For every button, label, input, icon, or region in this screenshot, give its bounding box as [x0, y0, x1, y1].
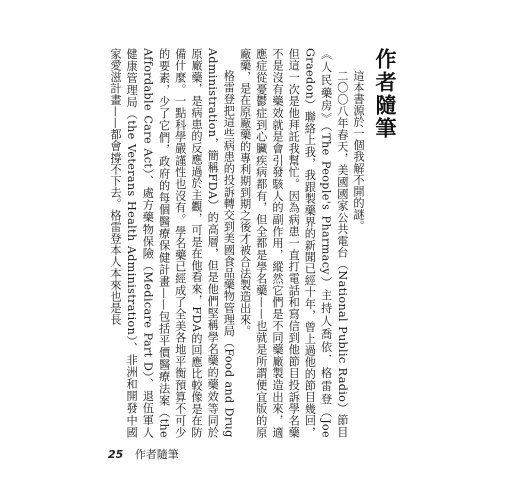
paragraph: 二〇〇八年春天，美國國家公共電台（National Public Radio）節目《人民藥房》（The People's Pharmacy）主持人喬依．格雷登（Joe Graedon）聯絡上我，我跟製藥界的新聞已經十年，曾上過他的節目幾回，但這一次是他拜託我幫忙。因為病患一直打電話和寫信到他節目投訴學名藥不是沒有藥效就是會引發駭人的副作用，縱然它們是不同藥廠製造出來，適應症從憂鬱症到心臟疾病都有，但全都是學名藥——也就是所謂便宜版的原廠藥，是在原廠藥的專利期到期之後才被合法製造出來。 — [238, 48, 349, 438]
paragraph: 格雷登把這些病患的投訴轉交到美國食品藥物管理局（Food and Drug Administration，簡稱FDA）的高層，但是他們堅稱學名藥的藥效等同於原廠藥，是病患的反應過於主觀，可是在他看來，FDA的回應比較像是在防備什麼。一點科學嚴謹性也沒有。學名藥已經成了全美各地平衡預算不可少的要素，少了它們，政府的每個醫療保健計畫——包括平價醫療法案（the Affordable Care Act）、處方藥物保險（Medicare Part D）、退伍軍人健康管理局（the Veterans Health Administration）、非洲和開發中國家愛滋計畫——都會撐不下去。格雷登本人本來也是長 — [108, 48, 236, 438]
chapter-heading: 作者隨筆 — [373, 48, 397, 140]
page-footer — [108, 446, 179, 462]
page-number: 25 — [108, 448, 124, 461]
paragraph: 這本書源於一個我解不開的謎。 — [352, 70, 365, 233]
running-title: 作者隨筆 — [134, 448, 179, 461]
body-text — [108, 48, 366, 438]
